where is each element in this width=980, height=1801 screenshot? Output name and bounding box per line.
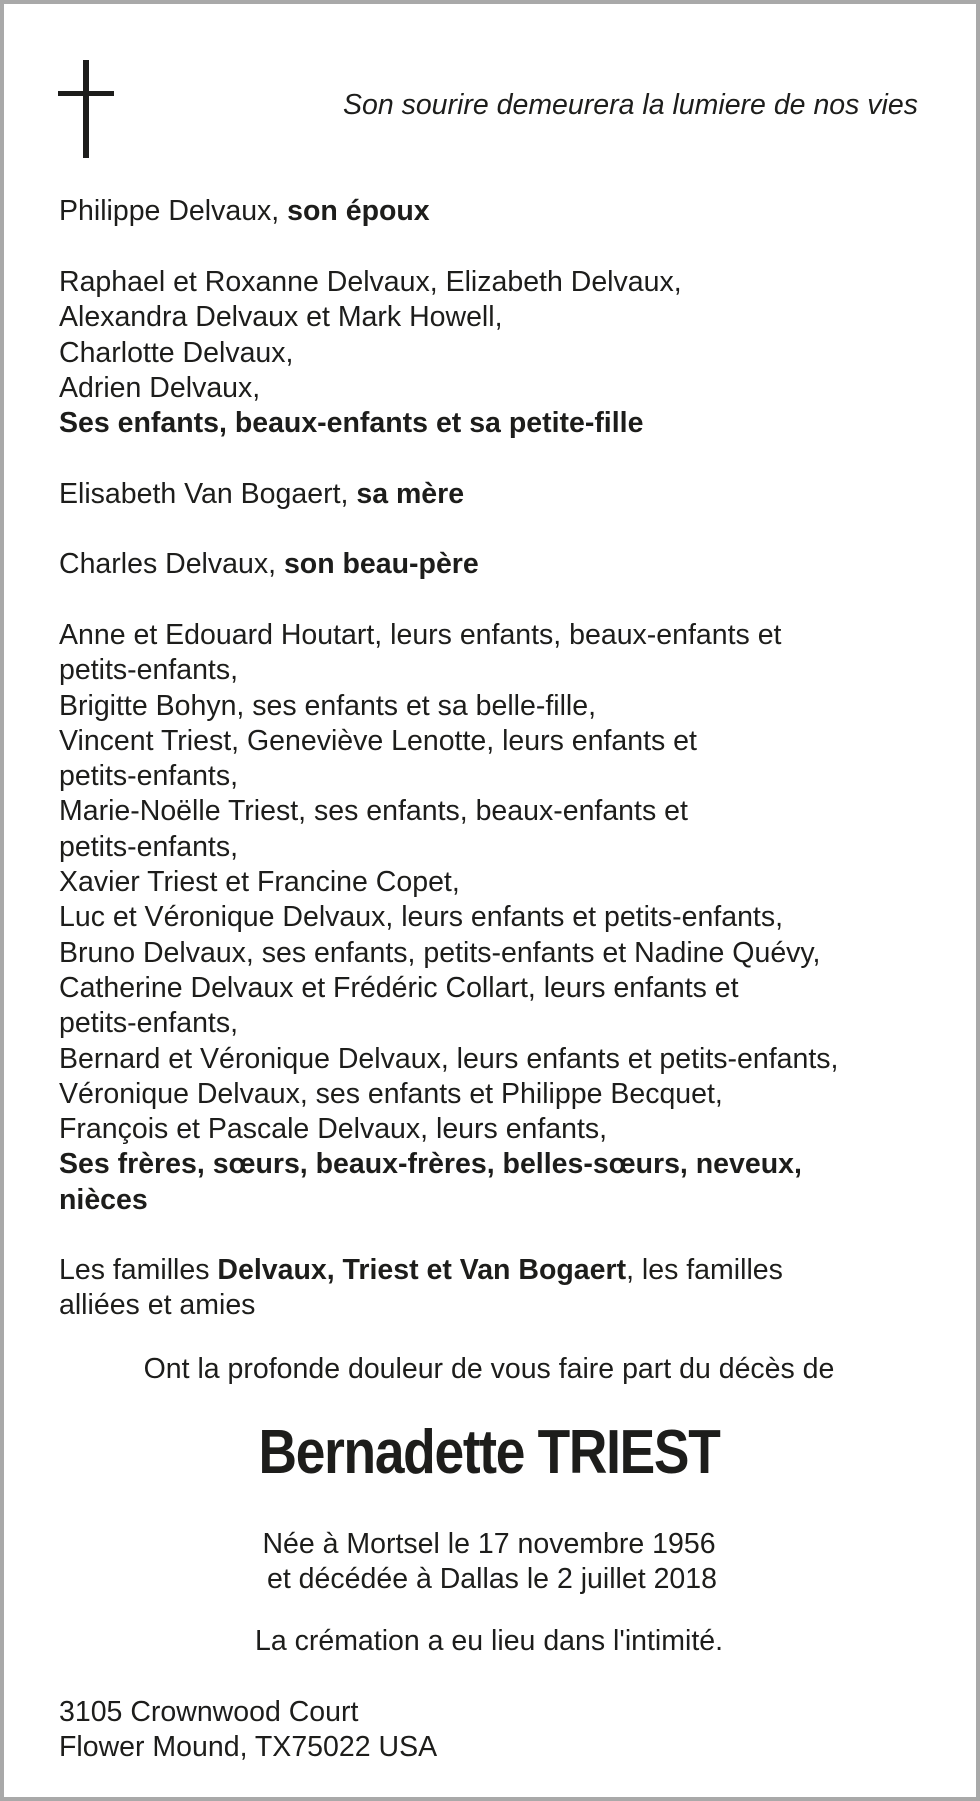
deceased-name: Bernadette TRIEST — [258, 1418, 720, 1487]
mother-name: Elisabeth Van Bogaert, — [59, 478, 349, 510]
sibling-line: François et Pascale Delvaux, leurs enfants, — [59, 1113, 608, 1146]
sibling-line: Brigitte Bohyn, ses enfants et sa belle-fille, — [59, 689, 597, 722]
announcement: Ont la profonde douleur de vous faire part du décès de — [143, 1353, 835, 1385]
children-line: Adrien Delvaux, — [59, 371, 261, 404]
siblings-relation: Ses frères, sœurs, beaux-frères, belles-sœurs, neveux, — [59, 1148, 802, 1181]
spouse-name: Philippe Delvaux, — [59, 195, 280, 227]
mother-relation: sa mère — [356, 478, 465, 510]
address-block — [59, 1695, 919, 1766]
siblings-relation: nièces — [59, 1183, 148, 1216]
children-relation: Ses enfants, beaux-enfants et sa petite-fille — [59, 407, 644, 440]
sibling-line: petits-enfants, — [59, 830, 239, 863]
families-suffix: , les familles — [626, 1254, 783, 1286]
address-line2: Flower Mound, TX75022 USA — [59, 1731, 438, 1764]
families-line2: alliées et amies — [59, 1289, 256, 1322]
sibling-line: petits-enfants, — [59, 760, 239, 793]
sibling-line: petits-enfants, — [59, 1007, 239, 1040]
spouse-block — [59, 194, 919, 229]
cross-icon — [58, 60, 116, 158]
sibling-line: petits-enfants, — [59, 654, 239, 687]
children-line: Raphael et Roxanne Delvaux, Elizabeth Delvaux, — [59, 266, 682, 298]
children-line: Charlotte Delvaux, — [59, 336, 294, 369]
sibling-line: Catherine Delvaux et Frédéric Collart, leurs enfants et — [59, 971, 739, 1004]
motto: Son sourire demeurera la lumiere de nos vies — [342, 89, 918, 121]
father-in-law-block — [59, 547, 919, 582]
sibling-line: Luc et Véronique Delvaux, leurs enfants et petits-enfants, — [59, 901, 784, 934]
address-line1: 3105 Crownwood Court — [59, 1696, 359, 1728]
sibling-line: Marie-Noëlle Triest, ses enfants, beaux-enfants et — [59, 795, 688, 828]
siblings-block — [59, 618, 919, 1218]
father-in-law-relation: son beau-père — [283, 548, 479, 580]
sibling-line: Bernard et Véronique Delvaux, leurs enfants et petits-enfants, — [59, 1042, 839, 1075]
birth-line: Née à Mortsel le 17 novembre 1956 — [262, 1528, 716, 1560]
families-names: Delvaux, Triest et Van Bogaert — [217, 1254, 627, 1286]
sibling-line: Xavier Triest et Francine Copet, — [59, 866, 460, 899]
spouse-relation: son époux — [287, 195, 430, 227]
sibling-line: Anne et Edouard Houtart, leurs enfants, beaux-enfants et — [59, 619, 782, 651]
children-block — [59, 265, 919, 441]
sibling-line: Vincent Triest, Geneviève Lenotte, leurs enfants et — [59, 724, 697, 757]
children-line: Alexandra Delvaux et Mark Howell, — [59, 301, 503, 334]
father-in-law-name: Charles Delvaux, — [59, 548, 277, 580]
sibling-line: Véronique Delvaux, ses enfants et Philippe Becquet, — [59, 1077, 723, 1110]
families-block — [59, 1253, 919, 1324]
death-line: et décédée à Dallas le 2 juillet 2018 — [267, 1563, 717, 1595]
cremation-line: La crémation a eu lieu dans l'intimité. — [254, 1625, 724, 1657]
sibling-line: Bruno Delvaux, ses enfants, petits-enfants et Nadine Quévy, — [59, 936, 821, 969]
families-prefix: Les familles — [59, 1254, 218, 1286]
mother-block — [59, 477, 919, 512]
